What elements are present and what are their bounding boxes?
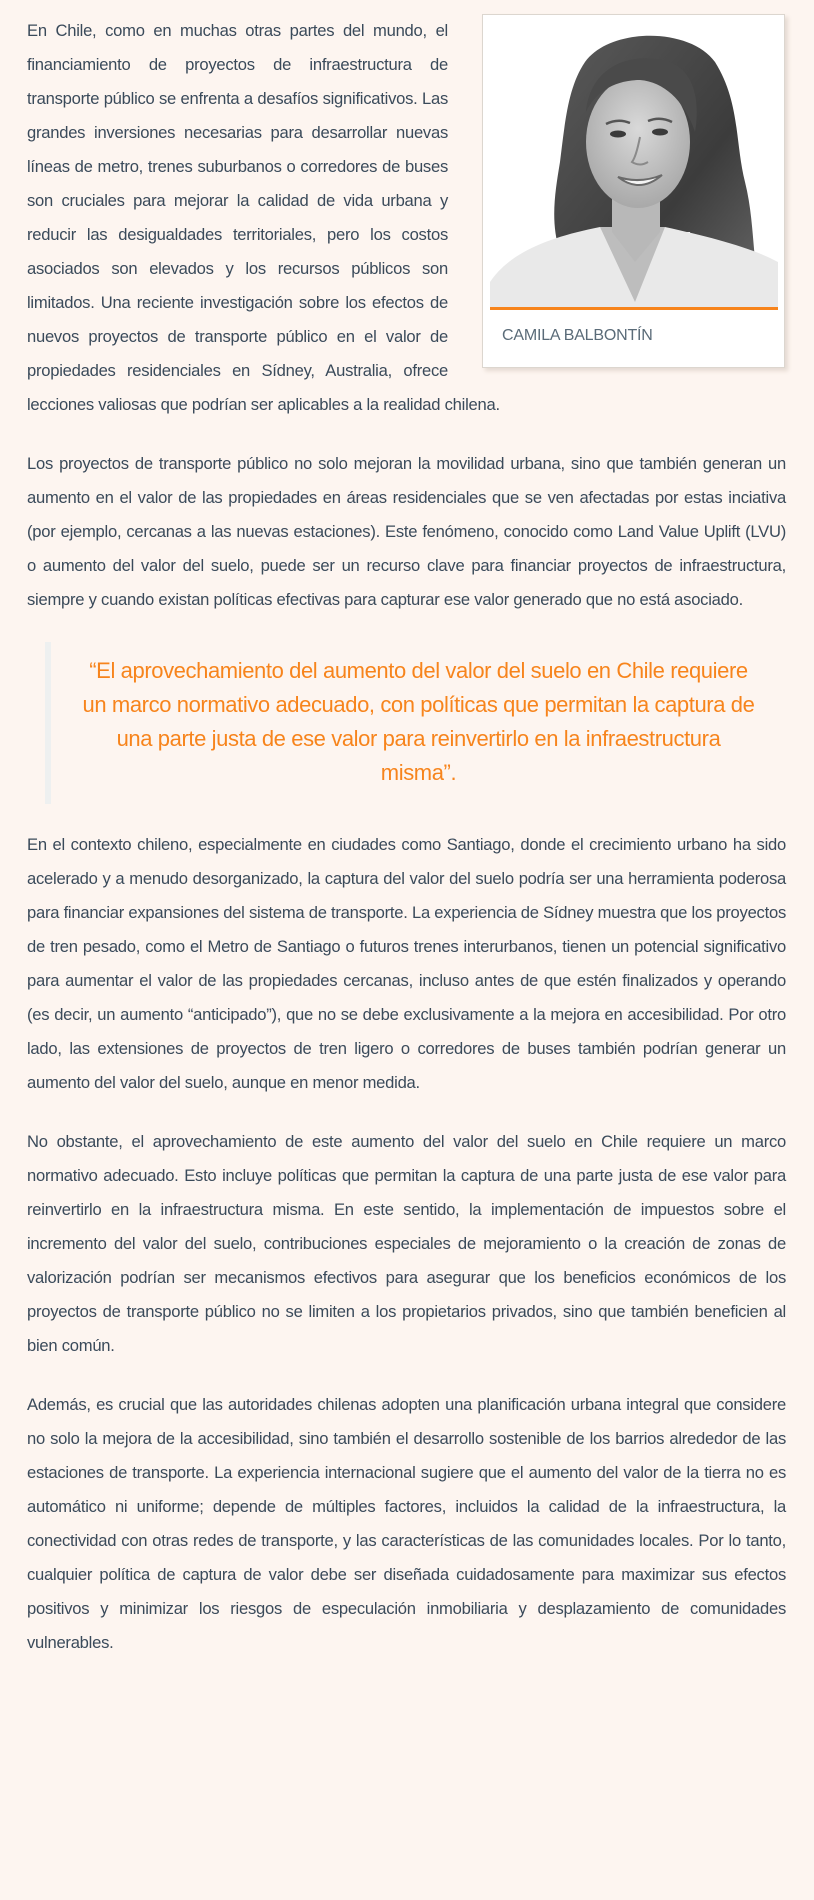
paragraph-3: En el contexto chileno, especialmente en ciudades como Santiago, donde el crecimiento urbano ha sido acelerado y a menudo desorganizado, la captura del valor del suelo podría ser una herramienta poderosa para financiar expansiones del sistema de transporte. La experiencia de Sídney muestra que los proyectos de tren pesado, como el Metro de Santiago o futuros trenes interurbanos, tienen un potencial significativo para aumentar el valor de las propiedades cercanas, incluso antes de que estén finalizados y operando (es decir, un aumento “anticipado”), que no se debe exclusivamente a la mejora en accesibilidad. Por otro lado, las extensiones de proyectos de tren ligero o corredores de buses también podrían generar un aumento del valor del suelo, aunque en menor medida. bbox=[27, 835, 786, 1092]
paragraph-2: Los proyectos de transporte público no solo mejoran la movilidad urbana, sino que también generan un aumento en el valor de las propiedades en áreas residenciales que se ven afectadas por estas inciativa (por ejemplo, cercanas a las nuevas estaciones). Este fenómeno, conocido como Land Value Uplift (LVU) o aumento del valor del suelo, puede ser un recurso clave para financiar proyectos de infraestructura, siempre y cuando existan políticas efectivas para capturar ese valor generado que no está asociado. bbox=[27, 454, 786, 609]
author-portrait-icon bbox=[490, 22, 778, 307]
author-name: CAMILA BALBONTÍN bbox=[502, 327, 653, 344]
author-photo bbox=[490, 22, 778, 310]
paragraph-1: En Chile, como en muchas otras partes del mundo, el financiamiento de proyectos de infraestructura de transporte público se enfrenta a desafíos significativos. Las grandes inversiones necesarias para desarrollar nuevas líneas de metro, trenes suburbanos o corredores de buses son cruciales para mejorar la calidad de vida urbana y reducir las desigualdades territoriales, pero los costos asociados son elevados y los recursos públicos son limitados. Una reciente investigación sobre los efectos de nuevos proyectos de transporte público en el valor de propiedades residenciales en Sídney, Australia, ofrece lecciones valiosas que podrían ser aplicables a la realidad chilena. bbox=[27, 21, 500, 414]
pull-quote: “El aprovechamiento del aumento del valor del suelo en Chile requiere un marco normativo adecuado, con políticas que permitan la captura de una parte justa de ese valor para reinvertirlo en la infraestructura misma”. bbox=[45, 642, 786, 804]
paragraph-5: Además, es crucial que las autoridades chilenas adopten una planificación urbana integral que considere no solo la mejora de la accesibilidad, sino también el desarrollo sostenible de los barrios alrededor de las estaciones de transporte. La experiencia internacional sugiere que el aumento del valor de la tierra no es automático ni uniforme; depende de múltiples factores, incluidos la calidad de la infraestructura, la conectividad con otras redes de transporte, y las características de las comunidades locales. Por lo tanto, cualquier política de captura de valor debe ser diseñada cuidadosamente para maximizar sus efectos positivos y minimizar los riesgos de especulación inmobiliaria y desplazamiento de comunidades vulnerables. bbox=[27, 1395, 786, 1652]
paragraph-4: No obstante, el aprovechamiento de este aumento del valor del suelo en Chile requiere un marco normativo adecuado. Esto incluye políticas que permitan la captura de una parte justa de ese valor para reinvertirlo en la infraestructura misma. En este sentido, la implementación de impuestos sobre el incremento del valor del suelo, contribuciones especiales de mejoramiento o la creación de zonas de valorización podrían ser mecanismos efectivos para asegurar que los beneficios económicos de los proyectos de transporte público no se limiten a los propietarios privados, sino que también beneficien al bien común. bbox=[27, 1132, 786, 1355]
author-card bbox=[482, 14, 785, 368]
